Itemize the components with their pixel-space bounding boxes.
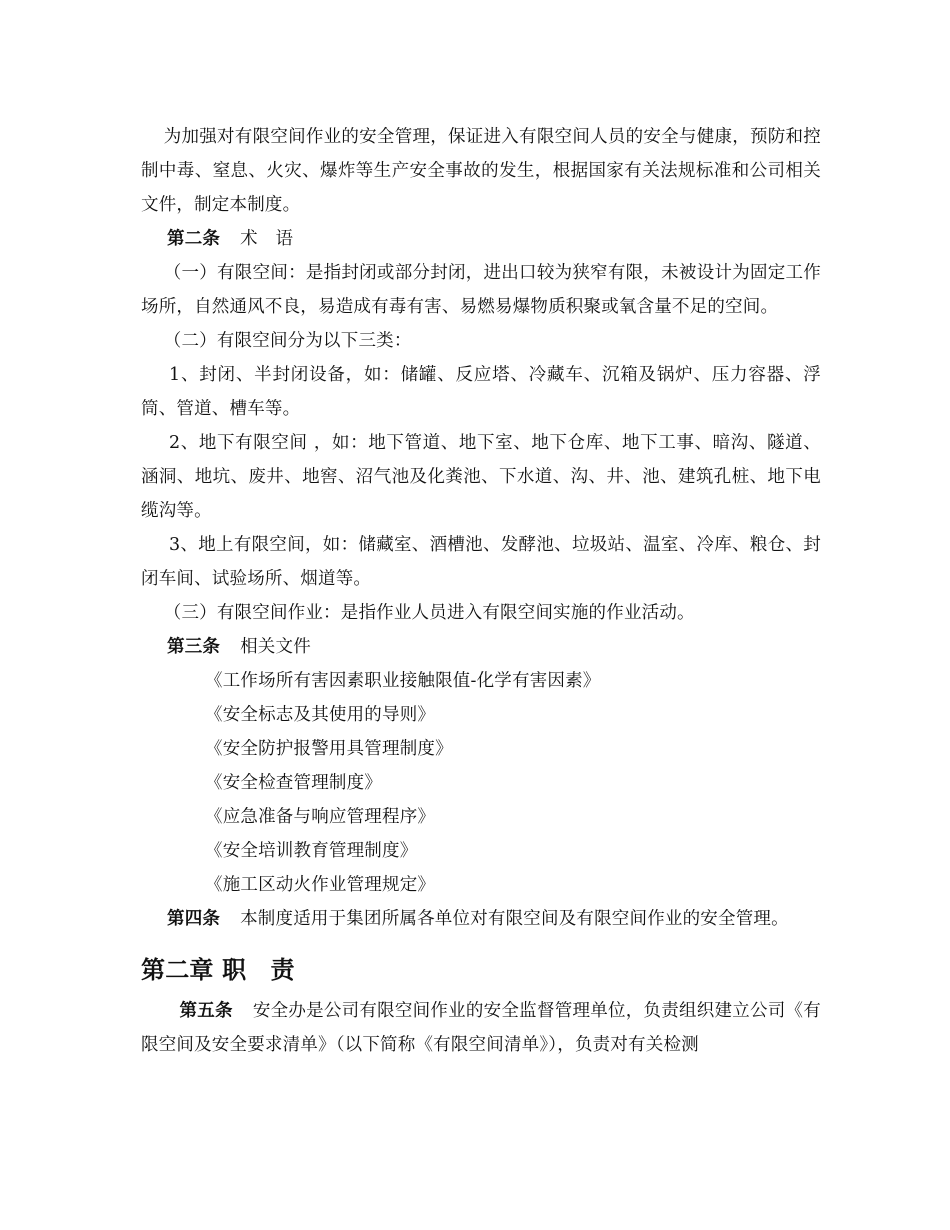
article-4-paragraph — [141, 902, 821, 936]
reference-document: 《工作场所有害因素职业接触限值-化学有害因素》 — [205, 671, 601, 691]
reference-document: 《施工区动火作业管理规定》 — [205, 875, 436, 895]
article-3-label: 第三条 — [167, 637, 221, 657]
definition-3: （三）有限空间作业：是指作业人员进入有限空间实施的作业活动。 — [163, 603, 695, 623]
article-4-label: 第四条 — [167, 909, 221, 929]
article-2-title: 术 语 — [240, 229, 294, 249]
article-5-text: 安全办是公司有限空间作业的安全监督管理单位，负责组织建立公司《有限空间及安全要求清单》（以下简称《有限空间清单》），负责对有关检测 — [141, 1001, 821, 1055]
article-3-heading — [141, 630, 821, 664]
intro-paragraph: 为加强对有限空间作业的安全管理，保证进入有限空间人员的安全与健康，预防和控制中毒、窒息、火灾、爆炸等生产安全事故的发生，根据国家有关法规标准和公司相关文件，制定本制度。 — [141, 127, 821, 215]
reference-document: 《安全防护报警用具管理制度》 — [205, 739, 453, 759]
space-type-1: 1、封闭、半封闭设备，如：储罐、反应塔、冷藏车、沉箱及锅炉、压力容器、浮筒、管道、槽车等。 — [141, 365, 821, 419]
reference-document: 《安全标志及其使用的导则》 — [205, 705, 436, 725]
space-type-2: 2、地下有限空间 ，如：地下管道、地下室、地下仓库、地下工事、暗沟、隧道、涵洞、地坑、废井、地窖、沼气池及化粪池、下水道、沟、井、池、建筑孔桩、地下电缆沟等。 — [141, 433, 821, 521]
reference-document: 《应急准备与响应管理程序》 — [205, 807, 436, 827]
definition-2: （二）有限空间分为以下三类： — [163, 331, 412, 351]
article-2-heading — [141, 222, 821, 256]
article-4-text: 本制度适用于集团所属各单位对有限空间及有限空间作业的安全管理。 — [240, 909, 789, 929]
article-3-title: 相关文件 — [240, 637, 311, 657]
reference-document: 《安全检查管理制度》 — [205, 773, 382, 793]
definition-1: （一）有限空间：是指封闭或部分封闭，进出口较为狭窄有限，未被设计为固定工作场所，自然通风不良，易造成有毒有害、易燃易爆物质积聚或氧含量不足的空间。 — [141, 263, 821, 317]
reference-document: 《安全培训教育管理制度》 — [205, 841, 418, 861]
article-2-label: 第二条 — [167, 229, 221, 249]
article-5-paragraph — [141, 994, 821, 1062]
chapter-2-title: 第二章 职 责 — [141, 956, 295, 984]
document-body — [141, 120, 821, 1062]
space-type-3: 3、地上有限空间，如：储藏室、酒槽池、发酵池、垃圾站、温室、冷库、粮仓、封闭车间、试验场所、烟道等。 — [141, 535, 821, 589]
article-5-label: 第五条 — [179, 1001, 233, 1021]
